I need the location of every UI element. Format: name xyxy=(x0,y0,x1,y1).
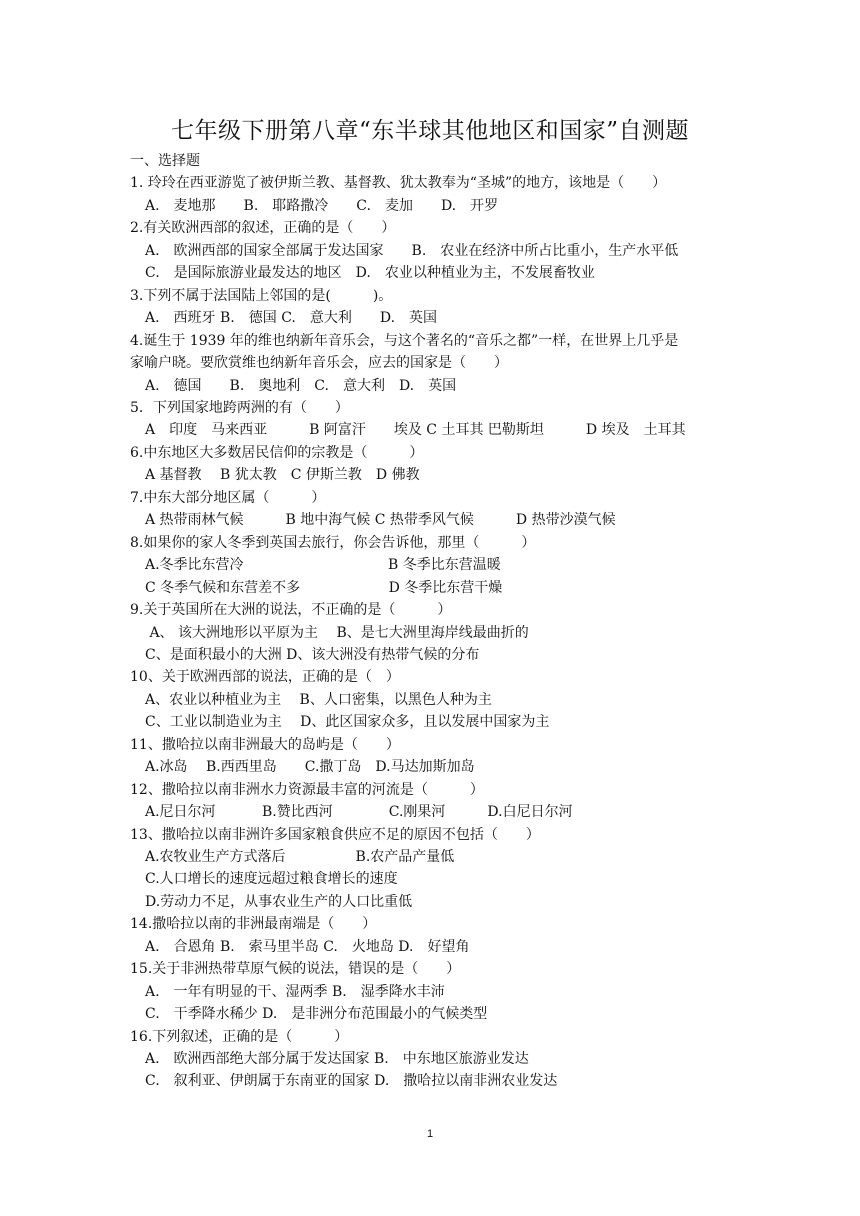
text-line: 8.如果你的家人冬季到英国去旅行，你会告诉他，那里（ ） xyxy=(130,534,536,551)
text-line: C、是面积最小的大洲 D、该大洲没有热带气候的分布 xyxy=(145,646,480,663)
text-line: A. 欧洲西部绝大部分属于发达国家 B. 中东地区旅游业发达 xyxy=(145,1051,529,1067)
text-line: A.尼日尔河 B.赞比西河 C.刚果河 D.白尼日尔河 xyxy=(145,804,573,820)
text-line: 14.撒哈拉以南的非洲最南端是（ ） xyxy=(130,916,377,933)
text-line: 15.关于非洲热带草原气候的说法，错误的是（ ） xyxy=(130,961,461,978)
text-line: 一、选择题 xyxy=(130,153,200,169)
text-line: 10、关于欧洲西部的说法，正确的是（ ） xyxy=(130,669,400,686)
document-title: 七年级下册第八章“东半球其他地区和国家”自测题 xyxy=(170,118,690,144)
text-line: C 冬季气候和东营差不多 D 冬季比东营干燥 xyxy=(145,579,503,596)
text-line: A、 该大洲地形以平原为主 B、是七大洲里海岸线最曲折的 xyxy=(145,624,529,641)
text-line: 13、撒哈拉以南非洲许多国家粮食供应不足的原因不包括（ ） xyxy=(130,826,540,843)
text-line: A. 合恩角 B. 索马里半岛 C. 火地岛 D. 好望角 xyxy=(145,938,470,955)
text-line: 2.有关欧洲西部的叙述，正确的是（ ） xyxy=(130,220,396,237)
text-line: 3.下列不属于法国陆上邻国的是( )。 xyxy=(130,287,393,304)
text-line: A.冰岛 B.西西里岛 C.撒丁岛 D.马达加斯加岛 xyxy=(145,759,475,776)
text-line: 6.中东地区大多数居民信仰的宗教是（ ） xyxy=(130,444,424,461)
text-line: 7.中东大部分地区属（ ） xyxy=(130,489,326,506)
text-line: C、工业以制造业为主 D、此区国家众多，且以发展中国家为主 xyxy=(145,714,550,731)
text-line: A. 欧洲西部的国家全部属于发达国家 B. 农业在经济中所占比重小，生产水平低 xyxy=(145,242,679,259)
text-line: A. 麦地那 B. 耶路撒冷 C. 麦加 D. 开罗 xyxy=(145,197,499,214)
text-line: 4.诞生于 1939 年的维也纳新年音乐会，与这个著名的“音乐之都”一样，在世界上几乎是 xyxy=(130,332,679,349)
page-number: 1 xyxy=(426,1128,434,1140)
text-line: A 印度 马来西亚 B 阿富汗 埃及 C 土耳其 巴勒斯坦 D 埃及 土耳其 xyxy=(145,422,686,439)
text-line: 5．下列国家地跨两洲的有（ ） xyxy=(130,399,349,416)
text-line: C. 叙利亚、伊朗属于东南亚的国家 D. 撒哈拉以南非洲农业发达 xyxy=(145,1073,558,1090)
text-line: A. 德国 B. 奥地利 C. 意大利 D. 英国 xyxy=(145,377,457,394)
text-line: 家喻户晓。要欣赏维也纳新年音乐会，应去的国家是（ ） xyxy=(130,355,508,371)
text-line: C. 是国际旅游业最发达的地区 D. 农业以种植业为主，不发展畜牧业 xyxy=(145,265,595,282)
text-line: A、农业以种植业为主 B、人口密集，以黑色人种为主 xyxy=(145,691,492,708)
text-line: A. 西班牙 B. 德国 C. 意大利 D. 英国 xyxy=(145,310,438,327)
text-line: A. 一年有明显的干、湿两季 B. 湿季降水丰沛 xyxy=(145,983,445,1000)
text-line: 1. 玲玲在西亚游览了被伊斯兰教、基督教、犹太教奉为“圣城”的地方，该地是（ ） xyxy=(130,175,667,192)
text-line: C.人口增长的速度远超过粮食增长的速度 xyxy=(145,871,398,888)
text-line: A 热带雨林气候 B 地中海气候 C 热带季风气候 D 热带沙漠气候 xyxy=(145,512,616,529)
text-line: 9.关于英国所在大洲的说法，不正确的是（ ） xyxy=(130,602,452,618)
text-line: 11、撒哈拉以南非洲最大的岛屿是（ ） xyxy=(130,736,400,753)
text-line: 16.下列叙述，正确的是（ ） xyxy=(130,1028,349,1045)
text-line: A.农牧业生产方式落后 B.农产品产量低 xyxy=(145,848,455,865)
text-line: 12、撒哈拉以南非洲水力资源最丰富的河流是（ ） xyxy=(130,781,484,798)
text-line: A 基督教 B 犹太教 C 伊斯兰教 D 佛教 xyxy=(145,467,420,484)
text-line: C. 干季降水稀少 D. 是非洲分布范围最小的气候类型 xyxy=(145,1006,488,1023)
text-line: D.劳动力不足，从事农业生产的人口比重低 xyxy=(145,893,413,910)
text-line: A.冬季比东营冷 B 冬季比东营温暖 xyxy=(145,557,501,574)
